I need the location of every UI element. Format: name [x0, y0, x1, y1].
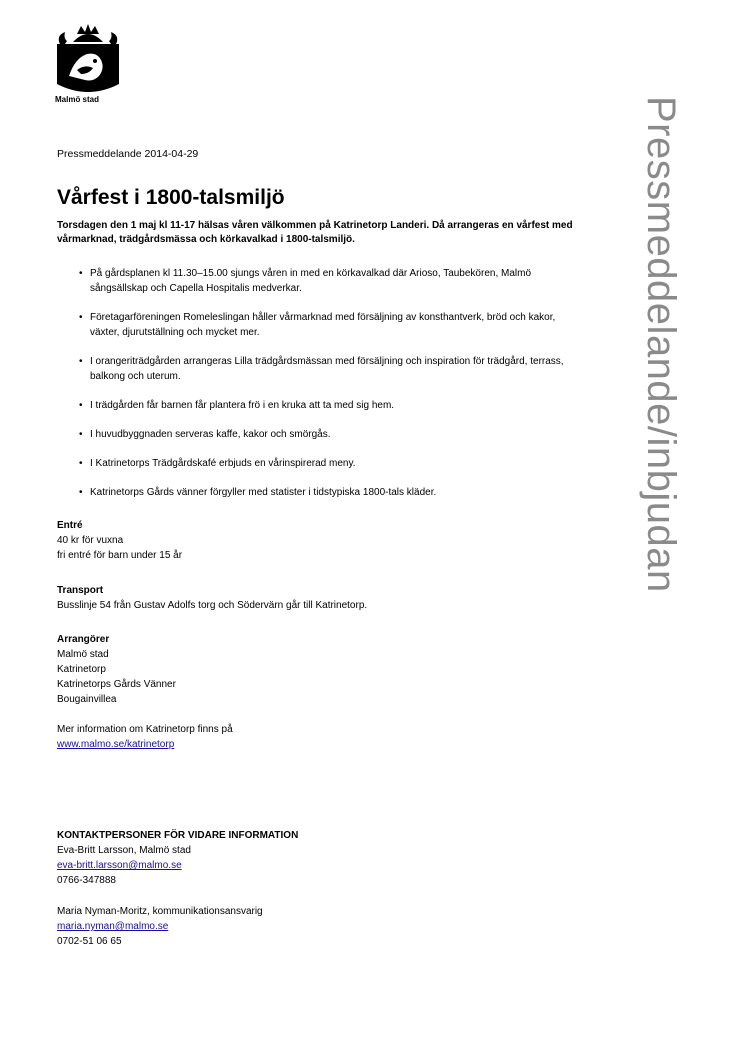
list-item: • I orangeriträdgården arrangeras Lilla trädgårdsmässan med försäljning och inspiration för trädgård, terrass, balkong och uterum.: [79, 356, 564, 382]
arrangorer-heading: Arrangörer: [57, 634, 110, 645]
contact-section: [57, 828, 457, 949]
entre-line: 40 kr för vuxna: [57, 535, 124, 546]
contact-phone: 0766-347888: [57, 875, 116, 886]
arrangorer-section: [57, 632, 587, 707]
logo-text: Malmö stad: [55, 95, 100, 104]
contact-name: Eva-Britt Larsson, Malmö stad: [57, 845, 191, 856]
contact-email-link[interactable]: maria.nyman@malmo.se: [57, 921, 169, 932]
contact-heading: KONTAKTPERSONER FÖR VIDARE INFORMATION: [57, 830, 299, 841]
list-item: • Katrinetorps Gårds vänner förgyller med statister i tidstypiska 1800-tals kläder.: [79, 487, 437, 498]
contact-name: Maria Nyman-Moritz, kommunikationsansvarig: [57, 906, 263, 917]
entre-section: [57, 518, 587, 563]
bullet-icon: •: [79, 312, 83, 323]
bullet-icon: •: [79, 458, 83, 469]
arrangor-line: Katrinetorp: [57, 664, 106, 675]
bullet-icon: •: [79, 268, 83, 279]
release-date: Pressmeddelande 2014-04-29: [57, 148, 199, 160]
arrangor-line: Katrinetorps Gårds Vänner: [57, 679, 176, 690]
info-text: Mer information om Katrinetorp finns på: [57, 724, 233, 735]
list-item: • På gårdsplanen kl 11.30–15.00 sjungs våren in med en körkavalkad där Arioso, Taubekören, Malmö sångsällskap och Capella Hospitalis medverkar.: [79, 268, 532, 294]
transport-section: [57, 583, 587, 613]
entre-heading: Entré: [57, 520, 83, 531]
press-release-body: [57, 147, 587, 752]
list-item: • Företagarföreningen Romeleslingan håller vårmarknad med försäljning av konsthantverk, bröd och kakor, växter, djurutställning och mycket mer.: [79, 312, 556, 338]
arrangor-line: Malmö stad: [57, 649, 109, 660]
contact-phone: 0702-51 06 65: [57, 936, 122, 947]
bullet-icon: •: [79, 356, 83, 367]
bullet-icon: •: [79, 487, 83, 498]
bullet-icon: •: [79, 429, 83, 440]
contact-email-link[interactable]: eva-britt.larsson@malmo.se: [57, 860, 182, 871]
list-item: • I trädgården får barnen får plantera frö i en kruka att ta med sig hem.: [79, 400, 395, 411]
transport-heading: Transport: [57, 585, 104, 596]
side-title: Pressmeddelande/inbjudan: [639, 96, 683, 593]
page-title: Vårfest i 1800-talsmiljö: [57, 186, 285, 209]
list-item: • I huvudbyggnaden serveras kaffe, kakor och smörgås.: [79, 429, 331, 440]
transport-text: Busslinje 54 från Gustav Adolfs torg och Södervärn går till Katrinetorp.: [57, 600, 368, 611]
event-list: [57, 266, 587, 500]
info-section: [57, 722, 587, 752]
info-link[interactable]: www.malmo.se/katrinetorp: [57, 739, 175, 750]
lead-paragraph: Torsdagen den 1 maj kl 11-17 hälsas våren välkommen på Katrinetorp Landeri. Då arrangeras en vårfest med vårmarknad, trädgårdsmässa och körkavalkad i 1800-talsmiljö.: [57, 220, 573, 245]
arrangor-line: Bougainvillea: [57, 694, 117, 705]
bullet-icon: •: [79, 400, 83, 411]
list-item: • I Katrinetorps Trädgårdskafé erbjuds en vårinspirerad meny.: [79, 458, 356, 469]
entre-line: fri entré för barn under 15 år: [57, 550, 183, 561]
